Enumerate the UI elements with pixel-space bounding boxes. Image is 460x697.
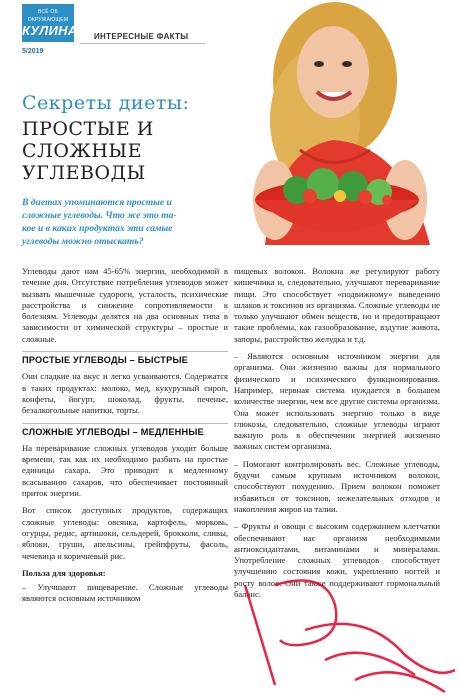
complex-paragraph: На переваривание сложных углеводов уходит больше времени, так как их необходимо разбить на простые единицы сахара. Это приводит к медленному всасыванию сахаров, что обеспечивает постоянный приток энергии. [22,442,228,499]
energy-paragraph: – Являются основным источником энергии для организма. Они жизненно важны для нормального физического и психического функционирования. Например, нервная система нуждается в большем количестве энергии, чем все другие системы организма. Она может использовать энергию только в виде глюкозы, следовательно, сложные углеводы играют важную роль в обеспечении энергией жизненно важных систем организма. [234,351,440,452]
right-column [234,266,440,606]
lead-line: углеводы можно отыскать? [22,236,144,247]
fiber-paragraph: пищевых волокон. Волокна же регулируют работу кишечника и, следовательно, улучшают переваривание пищи. Это способствует «подвижному» выведению шлаков и токсинов из организма. Сложные углеводы не только улучшают обмен веществ, но и предотвращают такие проблемы, как газообразование, вздутие живота, запоры, расстройство желудка и т.д. [234,266,440,344]
weight-paragraph: – Помогают контролировать вес. Сложные углеводы, будучи самым крупным источником волокон, способствуют похудению. Прием волокон поможет избавиться от токсинов, нежелательных отходов и накопления жиров на талии. [234,458,440,514]
article-lead [22,196,438,248]
simple-paragraph: Они сладкие на вкус и легко усваиваются. Содержатся в таких продуктах: молоко, мед, кукурузный сироп, конфеты, йогурт, шоколад, фрукты, печенье, безалкогольные напитки, торты. [22,371,228,416]
benefit-item: – Улучшают пищеварение. Сложные углеводы являются основным источником [22,582,228,604]
article-title-line2: ПРОСТЫЕ И СЛОЖНЫЕ УГЛЕВОДЫ [22,118,154,184]
products-paragraph: Вот список доступных продуктов, содержащих сложные углеводы: овсянка, картофель, морковь, огурцы, редис, артишоки, сельдерей, брокколи, сливы, яблоки, груши, апельсины, грейпфруты, фасоль, чечевица и коричневый рис. [22,505,228,561]
section-heading-complex: СЛОЖНЫЕ УГЛЕВОДЫ – МЕДЛЕННЫЕ [22,423,228,438]
health-heading: Польза для здоровья: [22,567,106,578]
intro-paragraph: Углеводы дают нам 45-65% энергии, необходимой в течение дня. Отсутствие потребления углеводов может вызвать мышечные судороги, усталость, психические расстройства и снижение сопротивляемости к болезням. Углеводы делятся на два основных типа в зависимости от химической структуры – простые и сложные. [22,266,228,344]
logo-title: КУЛИНАР [22,23,87,38]
logo-tagline: ВСЁ ОБ ОКРУЖАЮЩЕМ [27,9,69,23]
section-heading-simple: ПРОСТЫЕ УГЛЕВОДЫ – БЫСТРЫЕ [22,351,228,366]
magazine-logo [22,4,87,42]
lead-line: сложные углеводы. Что же это та- [22,210,177,221]
antioxidant-paragraph: – Фрукты и овощи с высоким содержанием клетчатки обеспечивают нас организм необходимыми антиоксидантами, витаминами и минералами. Употребление сложных углеводов способствует улучшению состояния кожи, укреплению ногтей и росту волос. Они также поддерживают гормональный баланс. [234,521,440,600]
left-column [22,266,228,611]
article-title-line1: Секреты диеты: [22,92,190,114]
lead-line: кое и в каких продуктах эти самые [22,223,173,234]
rubric-label: ИНТЕРЕСНЫЕ ФАКТЫ [94,32,189,41]
lead-line: В диетах упоминаются простые и [22,197,172,208]
issue-number: 5/2019 [22,48,44,55]
